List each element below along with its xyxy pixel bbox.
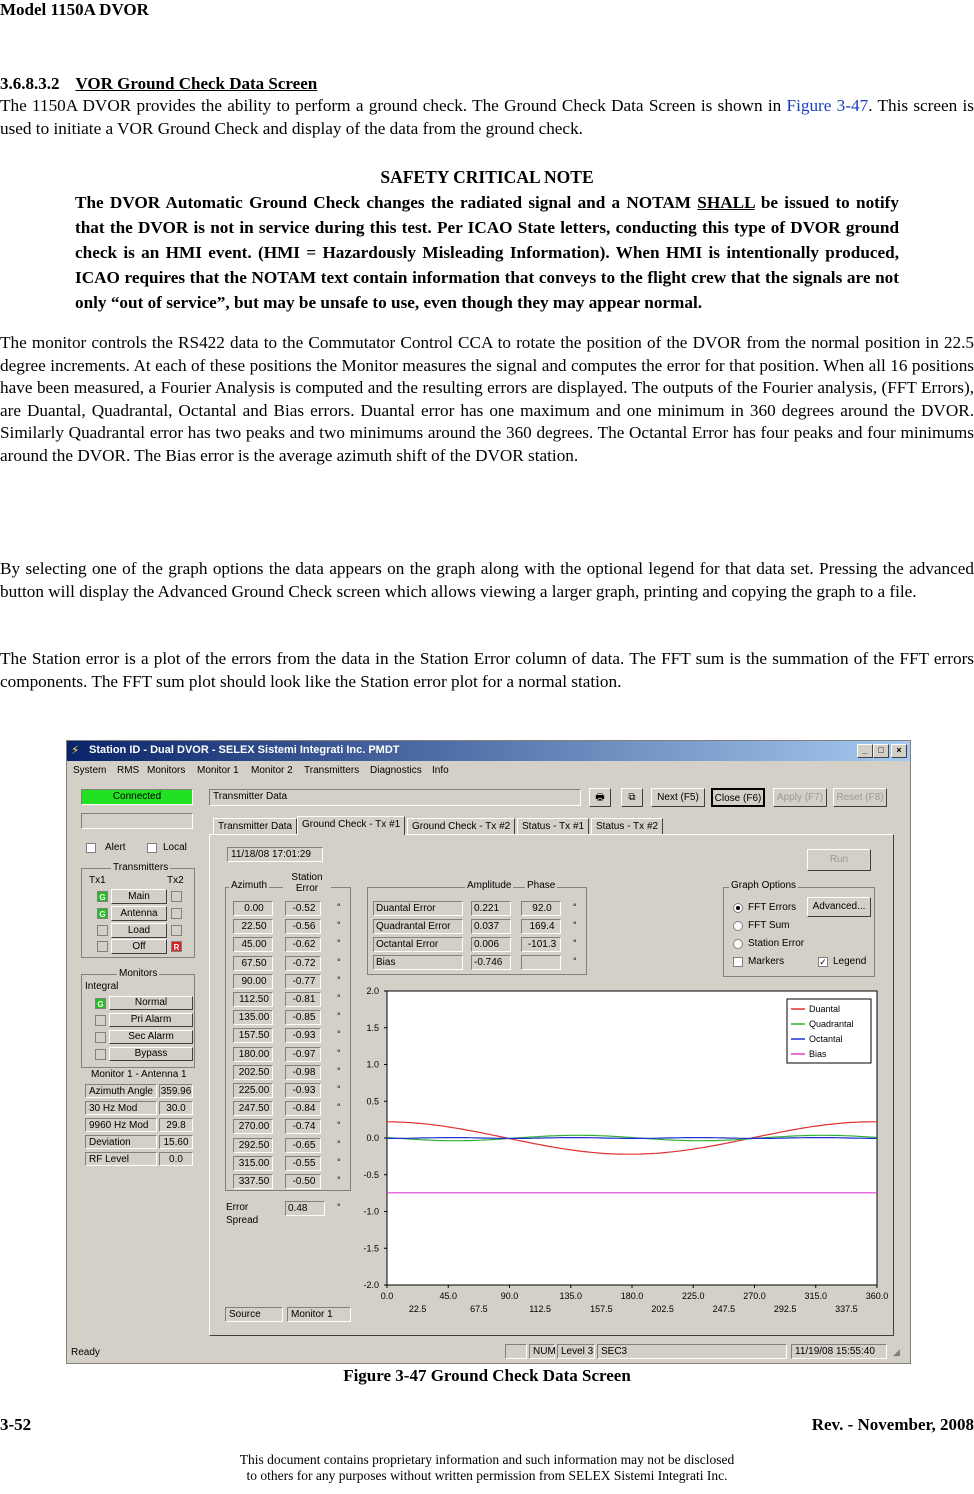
station-error-cell: -0.56 (285, 919, 321, 934)
tx-antenna-button[interactable]: Antenna (111, 906, 167, 921)
alert-checkbox[interactable] (86, 843, 96, 853)
azimuth-cell: 135.00 (233, 1010, 273, 1025)
station-error-cell: -0.97 (285, 1047, 321, 1062)
fft-label-cell: Bias (373, 955, 463, 970)
figure-link[interactable]: Figure 3-47 (786, 96, 869, 115)
error-spread-unit: ° (337, 1202, 341, 1212)
source-value: Monitor 1 (287, 1307, 351, 1322)
ground-check-screenshot (66, 740, 911, 1364)
transmitter-data-field: Transmitter Data (209, 789, 581, 806)
amplitude-header: Amplitude (467, 880, 512, 891)
menu-transmitters[interactable]: Transmitters (304, 765, 360, 776)
9960hz-mod-value: 29.8 (159, 1118, 193, 1132)
revision-date: Rev. - November, 2008 (811, 1415, 974, 1434)
deviation-label: Deviation (85, 1135, 157, 1149)
degree-unit: ° (337, 993, 341, 1003)
close-button[interactable]: Close (F6) (711, 788, 765, 807)
azimuth-angle-label: Azimuth Angle (85, 1084, 157, 1098)
azimuth-cell: 180.00 (233, 1047, 273, 1062)
degree-unit: ° (337, 1047, 341, 1058)
degree-unit: ° (337, 1011, 341, 1022)
degree-unit: ° (337, 1120, 341, 1131)
9960hz-mod-label: 9960 Hz Mod (85, 1118, 157, 1132)
azimuth-cell: 45.00 (233, 937, 273, 952)
section-title: VOR Ground Check Data Screen (75, 74, 318, 93)
tab-ground-check-tx2[interactable]: Ground Check - Tx #2 (407, 818, 515, 835)
station-error-cell: -0.77 (285, 974, 321, 989)
station-error-cell: -0.55 (285, 1156, 321, 1171)
y-tick-label: 2.0 (366, 986, 379, 996)
x-tick-label: 180.0 (620, 1291, 644, 1301)
tx2-load-indicator (171, 925, 182, 936)
tab-transmitter-data[interactable]: Transmitter Data (213, 818, 297, 835)
status-sec: SEC3 (597, 1344, 787, 1359)
figure-caption: Figure 3-47 Ground Check Data Screen (343, 1366, 631, 1385)
legend-label: Bias (809, 1049, 827, 1059)
menu-monitor-1[interactable]: Monitor 1 (197, 765, 239, 776)
x-minor-tick-label: 157.5 (590, 1304, 613, 1314)
tx-off-button[interactable]: Off (111, 939, 167, 954)
advanced-button[interactable]: Advanced... (807, 897, 871, 917)
fft-phase-cell: -101.3 (521, 937, 561, 952)
tx2-antenna-indicator (171, 908, 182, 919)
title-bar (67, 741, 910, 761)
tx2-label: Tx2 (167, 875, 184, 886)
maximize-icon[interactable]: □ (873, 744, 889, 758)
station-error-cell: -0.84 (285, 1101, 321, 1116)
azimuth-cell: 225.00 (233, 1083, 273, 1098)
y-tick-label: 0.0 (366, 1133, 379, 1143)
monitor-pri-alarm-button[interactable]: Pri Alarm (109, 1013, 193, 1027)
menu-diagnostics[interactable]: Diagnostics (370, 765, 422, 776)
x-tick-label: 315.0 (804, 1291, 828, 1301)
window-title: Station ID - Dual DVOR - SELEX Sistemi Integrati Inc. PMDT (89, 744, 400, 756)
paragraph-monitor: The monitor controls the RS422 data to the Commutator Control CCA to rotate the position of the DVOR from the normal position in 22.5 degree increments. At each of these positions the Monitor measures the signal and computes the error for that position. When all 16 positions have been measured, a Fourier Analysis is computed and the resulting errors are displayed. The outputs of the Fourier analysis, (FFT Errors), are Duantal, Quadrantal, Octantal and Bias errors. Duantal error has one maximum and one minimum in 360 degrees around the DVOR. Similarly Quadrantal error has two peaks and two minimums around the 360 degrees. The Octantal Error has four peaks and four minimums around the DVOR. The Bias error is the average azimuth shift of the DVOR station. (0, 333, 974, 465)
note-shall: SHALL (697, 193, 755, 212)
degree-unit: ° (337, 1175, 341, 1185)
station-error-cell: -0.52 (285, 901, 321, 916)
station-error-cell: -0.65 (285, 1138, 321, 1153)
monitor-antenna-label: Monitor 1 - Antenna 1 (91, 1069, 187, 1080)
fft-label-cell: Duantal Error (373, 901, 463, 916)
legend-label: Duantal (809, 1004, 841, 1014)
document-header: Model 1150A DVOR (0, 0, 149, 19)
azimuth-cell: 90.00 (233, 974, 273, 989)
x-minor-tick-label: 67.5 (470, 1304, 488, 1314)
station-error-cell: -0.72 (285, 956, 321, 971)
deviation-value: 15.60 (159, 1135, 193, 1149)
section-number: 3.6.8.3.2 (0, 74, 60, 93)
azimuth-cell: 337.50 (233, 1174, 273, 1189)
azimuth-header: Azimuth (231, 880, 268, 891)
degree-unit: ° (337, 956, 341, 967)
disclaimer-line-1: This document contains proprietary information and such information may not be disclosed (239, 1452, 735, 1467)
degree-unit: ° (337, 1138, 341, 1149)
azimuth-cell: 292.50 (233, 1138, 273, 1153)
azimuth-cell: 270.00 (233, 1119, 273, 1134)
markers-label: Markers (748, 956, 785, 967)
proprietary-disclaimer (0, 1452, 974, 1484)
degree-unit: ° (573, 920, 577, 930)
fft-phase-cell: 92.0 (521, 901, 561, 916)
intro-text: The 1150A DVOR provides the ability to perform a ground check. The Ground Check Data Screen is shown in (0, 96, 787, 115)
azimuth-cell: 202.50 (233, 1065, 273, 1080)
note-text-1: The DVOR Automatic Ground Check changes the radiated signal and a NOTAM (75, 193, 698, 212)
degree-unit: ° (337, 1065, 341, 1076)
print-icon[interactable]: 🖶 (589, 788, 611, 807)
x-tick-label: 135.0 (559, 1291, 583, 1301)
station-error-cell: -0.74 (285, 1119, 321, 1134)
fft-label-cell: Octantal Error (373, 937, 463, 952)
error-spread-value: 0.48 (285, 1201, 325, 1216)
menu-monitors[interactable]: Monitors (147, 765, 186, 776)
station-error-cell: -0.85 (285, 1010, 321, 1025)
station-error-header: Station Error (283, 872, 331, 894)
y-tick-label: -0.5 (363, 1169, 379, 1180)
menu-rms[interactable]: RMS (117, 765, 140, 776)
azimuth-cell: 67.50 (233, 956, 273, 971)
tab-ground-check-tx1[interactable]: Ground Check - Tx #1 (297, 816, 405, 835)
tx1-load-indicator (97, 925, 108, 936)
timestamp-field: 11/18/08 17:01:29 (227, 847, 323, 862)
tx1-main-indicator: G (97, 891, 108, 902)
pri-alarm-indicator (95, 1015, 106, 1026)
degree-unit: ° (573, 902, 577, 912)
degree-unit: ° (337, 1029, 341, 1040)
degree-unit: ° (573, 956, 577, 966)
30hz-mod-label: 30 Hz Mod (85, 1101, 157, 1115)
copy-icon[interactable]: ⧉ (621, 788, 643, 807)
status-blank (505, 1344, 527, 1359)
degree-unit: ° (337, 1102, 341, 1113)
paragraph-graph-options: By selecting one of the graph options the data appears on the graph along with the optional legend for that data set. Pressing the advanced button will display the Advanced Ground Check screen which allows viewing a larger graph, printing and copying the graph to a file. (0, 559, 974, 601)
degree-unit: ° (337, 974, 341, 985)
safety-note-body (75, 190, 899, 315)
fft-phase-cell: 169.4 (521, 919, 561, 934)
tx1-off-indicator (97, 941, 108, 952)
fft-amplitude-cell: -0.746 (471, 955, 511, 970)
menu-monitor-2[interactable]: Monitor 2 (251, 765, 293, 776)
azimuth-cell: 157.50 (233, 1028, 273, 1043)
fft-amplitude-cell: 0.006 (471, 937, 511, 952)
app-icon: ⚡ (71, 743, 80, 757)
status-blank-field (81, 813, 193, 829)
tx1-label: Tx1 (89, 875, 106, 886)
station-error-cell: -0.93 (285, 1083, 321, 1098)
fft-phase-cell (521, 955, 561, 970)
local-checkbox[interactable] (147, 843, 157, 853)
degree-unit: ° (337, 938, 341, 949)
station-error-cell: -0.98 (285, 1065, 321, 1080)
x-minor-tick-label: 202.5 (651, 1304, 674, 1314)
fft-amplitude-cell: 0.037 (471, 919, 511, 934)
y-tick-label: 1.0 (366, 1059, 379, 1070)
note-text-2: be issued to notify that the DVOR is not in service during this test. Per ICAO State letters, conducting this type of DVOR ground check is an HMI event. (HMI = Hazardously Misleading Information). When HMI is intentionally produced, ICAO requires that the NOTAM text contain information that conveys to the flight crew that the signals are not only “out of service”, but may be unsafe to use, even though they may appear normal. (75, 193, 900, 312)
rf-level-label: RF Level (85, 1152, 157, 1166)
legend-label: Octantal (809, 1034, 843, 1044)
fft-amplitude-cell: 0.221 (471, 901, 511, 916)
rf-level-value: 0.0 (159, 1152, 193, 1166)
normal-indicator: G (95, 998, 106, 1009)
run-button[interactable]: Run (807, 849, 871, 871)
fft-errors-radio[interactable] (733, 903, 743, 913)
integral-label: Integral (85, 981, 119, 992)
azimuth-cell: 0.00 (233, 901, 273, 916)
monitor-bypass-button[interactable]: Bypass (109, 1047, 193, 1061)
status-num: NUM (529, 1344, 555, 1359)
fft-sum-label: FFT Sum (748, 920, 790, 931)
x-tick-label: 0.0 (380, 1291, 394, 1301)
degree-unit: ° (337, 1084, 341, 1094)
x-tick-label: 225.0 (681, 1291, 705, 1301)
next-button[interactable]: Next (F5) (651, 788, 705, 807)
connected-status: Connected (81, 789, 193, 805)
ground-check-chart (353, 979, 889, 1339)
degree-unit: ° (337, 1156, 341, 1167)
page-number: 3-52 (0, 1415, 32, 1434)
intro-text-end: . This screen is used to initiate a VOR Ground Check and display of the data from the ground check. (0, 96, 974, 138)
monitor-sec-alarm-button[interactable]: Sec Alarm (109, 1030, 193, 1044)
tx2-main-indicator (171, 891, 182, 902)
sec-alarm-indicator (95, 1032, 106, 1043)
degree-unit: ° (573, 938, 577, 948)
azimuth-cell: 247.50 (233, 1101, 273, 1116)
status-level: Level 3 (557, 1344, 595, 1359)
30hz-mod-value: 30.0 (159, 1101, 193, 1115)
status-time: 11/19/08 15:55:40 (791, 1344, 887, 1359)
station-error-cell: -0.62 (285, 937, 321, 952)
reset-button[interactable]: Reset (F8) (833, 788, 887, 807)
degree-unit: ° (337, 902, 341, 912)
fft-label-cell: Quadrantal Error (373, 919, 463, 934)
x-minor-tick-label: 292.5 (773, 1304, 797, 1314)
x-minor-tick-label: 337.5 (835, 1304, 858, 1314)
station-error-cell: -0.81 (285, 992, 321, 1007)
phase-header: Phase (527, 880, 556, 891)
legend-label: Legend (833, 956, 867, 967)
close-icon[interactable]: × (891, 744, 907, 758)
x-minor-tick-label: 22.5 (408, 1304, 427, 1314)
legend-label: Quadrantal (809, 1019, 854, 1029)
tab-status-tx1[interactable]: Status - Tx #1 (517, 818, 589, 835)
station-error-cell: -0.93 (285, 1028, 321, 1043)
x-tick-label: 270.0 (743, 1291, 766, 1301)
graph-options-label: Graph Options (731, 880, 797, 891)
azimuth-cell: 22.50 (233, 919, 273, 934)
y-tick-label: -1.0 (363, 1206, 379, 1217)
disclaimer-line-2: to others for any purposes without written permission from SELEX Sistemi Integrati Inc. (246, 1468, 728, 1483)
tx-main-button[interactable]: Main (111, 889, 167, 904)
legend-checkbox[interactable]: ✓ (819, 957, 827, 967)
paragraph-station-error: The Station error is a plot of the errors from the data in the Station Error column of data. The FFT sum is the summation of the FFT errors components. The FFT sum plot should look like the Station error plot for a normal station. (0, 649, 974, 691)
monitors-group-label: Monitors (119, 968, 158, 979)
x-tick-label: 360.0 (865, 1291, 889, 1301)
resize-grip-icon[interactable]: ◢ (893, 1347, 900, 1357)
source-label: Source (225, 1307, 283, 1322)
station-error-radio[interactable] (733, 939, 743, 949)
azimuth-angle-value: 359.96 (160, 1086, 192, 1097)
y-tick-label: -2.0 (363, 1280, 379, 1290)
x-tick-label: 90.0 (500, 1291, 519, 1301)
safety-note-title: SAFETY CRITICAL NOTE (380, 167, 594, 187)
minimize-icon[interactable]: _ (857, 744, 873, 758)
tx2-off-indicator: R (171, 941, 182, 952)
tab-status-tx2[interactable]: Status - Tx #2 (591, 818, 663, 835)
alert-label: Alert (105, 842, 126, 853)
degree-unit: ° (337, 920, 341, 931)
monitor-normal-button[interactable]: Normal (109, 996, 193, 1010)
apply-button[interactable]: Apply (F7) (773, 788, 827, 807)
fft-sum-radio[interactable] (733, 921, 743, 931)
x-minor-tick-label: 247.5 (712, 1304, 736, 1314)
y-tick-label: -1.5 (363, 1243, 379, 1254)
bypass-indicator (95, 1049, 106, 1060)
y-tick-label: 1.5 (366, 1022, 379, 1033)
transmitters-group-label: Transmitters (113, 862, 169, 873)
menu-info[interactable]: Info (432, 765, 449, 776)
tx1-antenna-indicator: G (97, 908, 108, 919)
x-minor-tick-label: 112.5 (529, 1304, 552, 1314)
error-spread-label: Error Spread (223, 1201, 279, 1216)
tx-load-button[interactable]: Load (111, 923, 167, 938)
azimuth-cell: 315.00 (233, 1156, 273, 1171)
menu-bar (67, 762, 910, 778)
section-heading (0, 74, 317, 94)
markers-checkbox[interactable] (733, 957, 743, 967)
y-tick-label: 0.5 (366, 1096, 379, 1107)
station-error-label: Station Error (748, 938, 805, 949)
menu-system[interactable]: System (73, 765, 107, 776)
azimuth-cell: 112.50 (233, 992, 273, 1007)
fft-errors-label: FFT Errors (748, 902, 797, 913)
x-tick-label: 45.0 (439, 1291, 458, 1301)
local-label: Local (163, 842, 187, 853)
intro-paragraph (0, 95, 974, 140)
station-error-cell: -0.50 (285, 1174, 321, 1189)
status-ready: Ready (71, 1347, 100, 1358)
